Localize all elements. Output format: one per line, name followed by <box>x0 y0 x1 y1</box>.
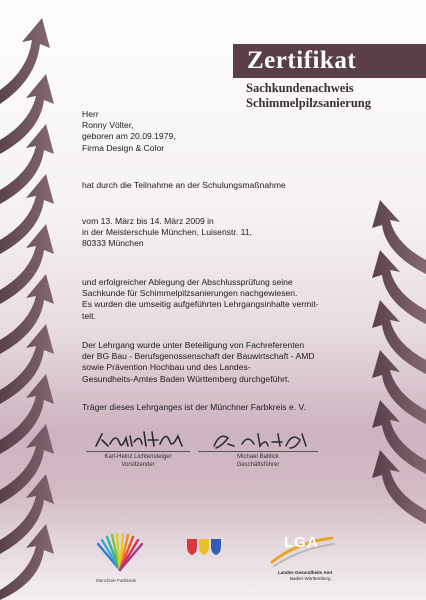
recipient-name: Ronny Völter, <box>82 120 134 131</box>
venue-line-1: in der Meisterschule München, Luisenstr. 11, <box>82 227 252 238</box>
lga-logo-text: LGA <box>284 534 319 551</box>
exam-line-4: telt. <box>82 310 96 321</box>
speakers-line-3: sowie Prävention Hochbau und des Landes- <box>82 362 251 373</box>
signature-line-left <box>86 451 190 452</box>
speakers-line-2: der BG Bau - Berufsgenossenschaft der Bauwirtschaft - AMD <box>82 351 315 362</box>
speakers-block <box>82 340 315 385</box>
exam-line-1: und erfolgreicher Ablegung der Abschlussprüfung seine <box>82 277 293 287</box>
exam-block <box>82 277 318 322</box>
participation-text: hat durch die Teilnahme an der Schulungsmaßnahme <box>82 180 286 190</box>
exam-line-3: Es wurden die umseitig aufgeführten Lehrgangsinhalte vermit- <box>82 299 319 310</box>
speakers-line-1: Der Lehrgang wurde unter Beteiligung von Fachreferenten <box>82 340 305 350</box>
center-shields-logo <box>186 537 224 557</box>
farbkreis-label: Münchner Farbkreis <box>96 578 137 583</box>
recipient-birth: geboren am 20.09.1979, <box>82 131 176 142</box>
subtitle-line-2: Schimmelpilzsanierung <box>246 96 372 110</box>
venue-line-2: 80333 München <box>82 238 144 249</box>
recipient-block <box>82 109 176 154</box>
subtitle-line-1: Sachkundenachweis <box>246 81 354 95</box>
certificate-subtitle <box>246 81 371 111</box>
speakers-line-4: Gesundheits-Amtes Baden Württemberg durchgeführt. <box>82 373 290 384</box>
signatory-left-name: Karl-Heinz Lichtensteiger <box>104 454 172 460</box>
lga-label-line-1: Landes Gesundheits Amt <box>278 570 333 575</box>
course-dates-block <box>82 216 252 250</box>
certificate-title: Zertifikat <box>233 44 426 78</box>
signatory-right-name: Michael Bablick <box>237 454 279 460</box>
lga-label-line-2: Baden-Württemberg <box>290 576 331 581</box>
recipient-salutation: Herr <box>82 109 99 119</box>
signatory-right-role: Geschäftsführer <box>236 461 280 468</box>
course-dates: vom 13. März bis 14. März 2009 in <box>82 216 214 226</box>
farbkreis-logo <box>94 532 146 576</box>
exam-line-2: Sachkunde für Schimmelpilzsanierungen nachgewiesen. <box>82 288 298 299</box>
signatory-left <box>86 454 190 469</box>
signature-left-image <box>92 426 192 454</box>
sponsor-text: Träger dieses Lehrganges ist der Münchner Farbkreis e. V. <box>82 402 306 412</box>
signatory-left-role: Vorsitzender <box>121 461 155 468</box>
recipient-company: Firma Design & Color <box>82 142 165 153</box>
signatory-right <box>198 454 318 469</box>
signature-line-right <box>198 451 318 452</box>
